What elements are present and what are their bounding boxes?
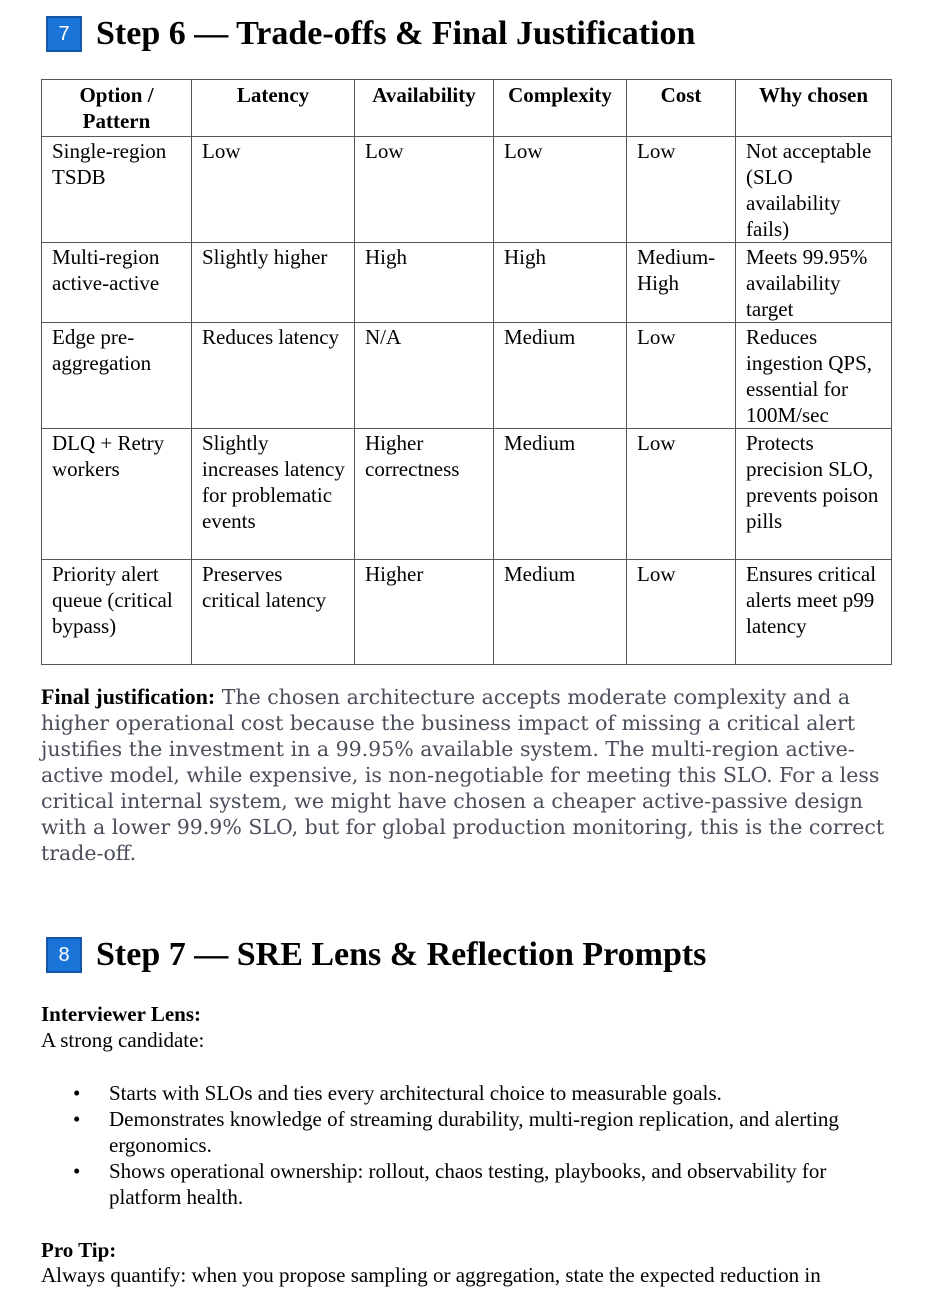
table-cell: Slightly increases latency for problematic events (192, 429, 355, 560)
table-cell: Higher correctness (355, 429, 494, 560)
bullet-icon: • (73, 1159, 81, 1183)
table-cell: Medium (494, 429, 627, 560)
column-header: Availability (355, 80, 494, 137)
pro-tip-title: Pro Tip: (41, 1238, 117, 1262)
table-row (42, 323, 892, 429)
table-cell: Low (627, 137, 736, 243)
table-cell: Low (355, 137, 494, 243)
column-header: Latency (192, 80, 355, 137)
table-cell: Medium-High (627, 243, 736, 323)
table-row (42, 137, 892, 243)
table-cell: Single-region TSDB (42, 137, 192, 243)
table-cell: Low (192, 137, 355, 243)
table-row (42, 429, 892, 560)
final-justification (41, 684, 901, 866)
justification-label: Final justification: (41, 684, 216, 709)
table-cell: High (494, 243, 627, 323)
column-header: Option / Pattern (42, 80, 192, 137)
pro-tip-text: Always quantify: when you propose sampling or aggregation, state the expected reduction in (41, 1263, 821, 1287)
section-title: Step 6 — Trade-offs & Final Justification (96, 15, 696, 52)
list-item (41, 1080, 901, 1106)
table-cell: Low (627, 560, 736, 665)
table-cell: High (355, 243, 494, 323)
table-row (42, 243, 892, 323)
list-item-text: Demonstrates knowledge of streaming durability, multi-region replication, and alerting ergonomics. (109, 1107, 839, 1157)
table-cell: Reduces ingestion QPS, essential for 100M/sec (736, 323, 892, 429)
table-cell: Edge pre-aggregation (42, 323, 192, 429)
table-row (42, 560, 892, 665)
bullet-icon: • (73, 1107, 81, 1131)
step6-heading (46, 15, 695, 53)
table-cell: Medium (494, 323, 627, 429)
tradeoff-table (41, 79, 892, 665)
table-header-row (42, 80, 892, 137)
table-cell: Reduces latency (192, 323, 355, 429)
table-cell: N/A (355, 323, 494, 429)
column-header: Cost (627, 80, 736, 137)
interviewer-lens-intro: A strong candidate: (41, 1028, 205, 1052)
step-number-badge: 8 (46, 937, 82, 973)
table-cell: Ensures critical alerts meet p99 latency (736, 560, 892, 665)
table-cell: Meets 99.95% availability target (736, 243, 892, 323)
column-header: Complexity (494, 80, 627, 137)
step7-heading (46, 936, 706, 974)
table-cell: DLQ + Retry workers (42, 429, 192, 560)
list-item-text: Starts with SLOs and ties every architectural choice to measurable goals. (109, 1081, 722, 1105)
lens-list (41, 1080, 901, 1210)
section-title: Step 7 — SRE Lens & Reflection Prompts (96, 936, 707, 973)
table-cell: Slightly higher (192, 243, 355, 323)
interviewer-lens-title: Interviewer Lens: (41, 1002, 201, 1026)
table-cell: Higher (355, 560, 494, 665)
list-item (41, 1106, 901, 1158)
table-cell: Priority alert queue (critical bypass) (42, 560, 192, 665)
step-number-badge: 7 (46, 16, 82, 52)
column-header: Why chosen (736, 80, 892, 137)
bullet-icon: • (73, 1081, 81, 1105)
table-cell: Low (494, 137, 627, 243)
list-item-text: Shows operational ownership: rollout, chaos testing, playbooks, and observability for platform health. (109, 1159, 827, 1209)
table-cell: Low (627, 429, 736, 560)
list-item (41, 1158, 901, 1210)
justification-text: The chosen architecture accepts moderate complexity and a higher operational cost because the business impact of missing a critical alert justifies the investment in a 99.95% available system. The multi-region active-active model, while expensive, is non-negotiable for meeting this SLO. For a less critical internal system, we might have chosen a cheaper active-passive design with a lower 99.9% SLO, but for global production monitoring, this is the correct trade-off. (41, 685, 885, 865)
table-cell: Medium (494, 560, 627, 665)
table-cell: Not acceptable (SLO availability fails) (736, 137, 892, 243)
table-cell: Protects precision SLO, prevents poison pills (736, 429, 892, 560)
table-cell: Low (627, 323, 736, 429)
table-cell: Preserves critical latency (192, 560, 355, 665)
table-cell: Multi-region active-active (42, 243, 192, 323)
